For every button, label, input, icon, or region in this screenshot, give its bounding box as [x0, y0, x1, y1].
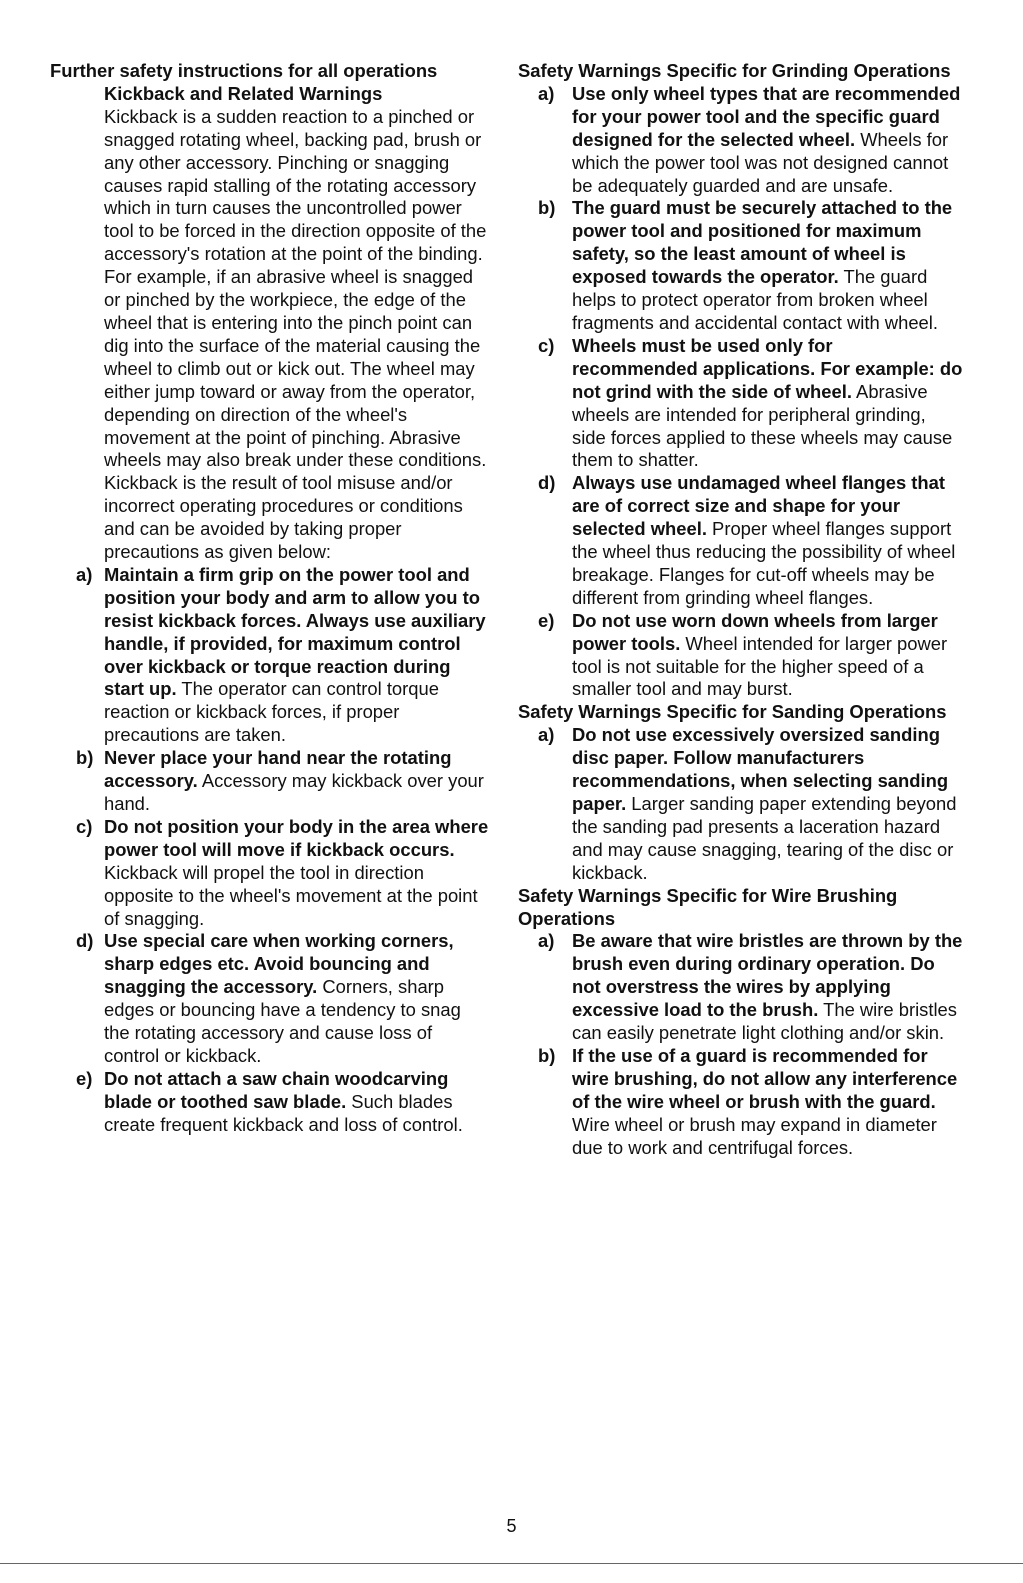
- item-bold-text: Do not attach a saw chain woodcarving blade or toothed saw blade.: [104, 1067, 449, 1112]
- bottom-rule: [0, 1563, 1023, 1564]
- list-item: [538, 1045, 963, 1160]
- item-plain-text: Corners, sharp edges or bouncing have a tendency to snag the rotating accessory and cause loss of control or kickback.: [104, 976, 461, 1066]
- right-column: [518, 60, 963, 1160]
- item-marker: b): [538, 1044, 556, 1066]
- item-bold-text: Maintain a firm grip on the power tool and position your body and arm to allow you to resist kickback forces. Always use auxiliary handle, if provided, for maximum control over kickback or torque reaction during start up.: [104, 563, 486, 700]
- item-plain-text: Proper wheel flanges support the wheel thus reducing the possibility of wheel breakage. Flanges for cut-off wheels may be different from grinding wheel flanges.: [572, 518, 956, 608]
- list-item: [538, 335, 963, 472]
- item-text: [572, 472, 963, 609]
- item-text: [104, 1068, 490, 1137]
- list-item: [538, 83, 963, 198]
- item-bold-text: Always use undamaged wheel flanges that are of correct size and shape for your selected wheel.: [572, 472, 946, 540]
- item-plain-text: Accessory may kickback over your hand.: [104, 770, 484, 814]
- list-item: [76, 564, 490, 747]
- item-bold-text: Wheels must be used only for recommended applications. For example: do not grind with the side of wheel.: [572, 334, 963, 402]
- item-text: [572, 83, 963, 198]
- item-marker: e): [76, 1067, 93, 1089]
- item-marker: d): [538, 472, 556, 494]
- item-plain-text: Wire wheel or brush may expand in diameter due to work and centrifugal forces.: [572, 1113, 937, 1158]
- example-paragraph: For example, if an abrasive wheel is snagged or pinched by the workpiece, the edge of the wheel that is entering into the pinch point can dig into the surface of the material causing the wheel to climb out or kick out. The wheel may either jump toward or away from the operator, depending on direction of the wheel's movement at the point of pinching. Abrasive wheels may also break under these conditions.: [104, 266, 487, 471]
- left-column: [50, 60, 490, 1137]
- item-plain-text: Larger sanding paper extending beyond the sanding pad presents a laceration hazard and may cause snagging, tearing of the disc or kickback.: [572, 793, 957, 883]
- item-text: [572, 335, 963, 472]
- list-item: [76, 816, 490, 931]
- item-marker: c): [538, 334, 555, 356]
- page-number: 5: [506, 1516, 517, 1536]
- item-bold-text: Do not use worn down wheels from larger power tools.: [572, 609, 938, 654]
- item-text: [104, 816, 490, 931]
- list-item: [76, 1068, 490, 1137]
- item-bold-text: Use special care when working corners, sharp edges etc. Avoid bouncing and snagging the accessory.: [104, 930, 454, 998]
- item-text: [104, 930, 490, 1067]
- item-marker: b): [76, 747, 94, 769]
- precaution-paragraph: Kickback is the result of tool misuse and/or incorrect operating procedures or conditions and can be avoided by taking proper precautions as given below:: [104, 472, 463, 563]
- item-plain-text: The wire bristles can easily penetrate light clothing and/or skin.: [572, 999, 957, 1044]
- item-plain-text: Wheels for which the power tool was not designed cannot be adequately guarded and are unsafe.: [572, 128, 949, 196]
- list-item: [538, 472, 963, 609]
- item-bold-text: Never place your hand near the rotating accessory.: [104, 747, 452, 792]
- list-item: [538, 610, 963, 702]
- list-item: [538, 930, 963, 1045]
- item-plain-text: The operator can control torque reaction or kickback forces, if proper precautions are taken.: [104, 678, 439, 746]
- item-plain-text: Such blades create frequent kickback and loss of control.: [104, 1090, 463, 1135]
- item-text: [572, 930, 963, 1045]
- kickback-paragraph: Kickback is a sudden reaction to a pinched or snagged rotating wheel, backing pad, brush or any other accessory. Pinching or snagging causes rapid stalling of the rotating accessory which in turn causes the uncontrolled power tool to be forced in the direction opposite of the accessory's rotation at the point of the binding.: [104, 105, 487, 265]
- grinding-heading: Safety Warnings Specific for Grinding Operations: [518, 60, 951, 81]
- item-marker: e): [538, 609, 555, 631]
- item-marker: a): [538, 724, 555, 746]
- item-bold-text: Use only wheel types that are recommended for your power tool and the specific guard designed for the selected wheel.: [572, 82, 961, 150]
- item-plain-text: Wheel intended for larger power tool is not suitable for the higher speed of a smaller tool and may burst.: [572, 632, 948, 700]
- item-marker: d): [76, 930, 94, 952]
- item-text: [572, 1045, 963, 1160]
- item-text: [572, 610, 963, 702]
- item-marker: c): [76, 815, 93, 837]
- list-item: [76, 930, 490, 1067]
- item-text: [572, 197, 963, 334]
- list-item: [538, 724, 963, 884]
- list-item: [538, 197, 963, 334]
- item-bold-text: Do not use excessively oversized sanding disc paper. Follow manufacturers recommendations, when selecting sanding paper.: [572, 724, 949, 814]
- item-text: [104, 747, 490, 816]
- item-marker: a): [538, 930, 555, 952]
- item-text: [104, 564, 490, 747]
- sanding-heading: Safety Warnings Specific for Sanding Operations: [518, 701, 947, 723]
- item-marker: a): [538, 82, 555, 104]
- kickback-subheading: Kickback and Related Warnings: [104, 82, 383, 104]
- item-text: [572, 724, 963, 884]
- item-bold-text: Do not position your body in the area where power tool will move if kickback occurs.: [104, 815, 489, 860]
- item-bold-text: Be aware that wire bristles are thrown by the brush even during ordinary operation. Do not overstress the wires by applying excessive load to the brush.: [572, 930, 963, 1021]
- item-bold-text: The guard must be securely attached to the power tool and positioned for maximum safety, so the least amount of wheel is exposed towards the operator.: [572, 197, 953, 288]
- item-bold-text: If the use of a guard is recommended for wire brushing, do not allow any interference of the wire wheel or brush with the guard.: [572, 1044, 958, 1112]
- item-plain-text: The guard helps to protect operator from broken wheel fragments and accidental contact with wheel.: [572, 266, 938, 333]
- wire-brushing-heading: Safety Warnings Specific for Wire Brushing Operations: [518, 884, 898, 929]
- item-marker: b): [538, 197, 556, 219]
- item-marker: a): [76, 563, 93, 585]
- list-item: [76, 747, 490, 816]
- item-plain-text: Kickback will propel the tool in direction opposite to the wheel's movement at the point of snagging.: [104, 861, 478, 929]
- item-plain-text: Abrasive wheels are intended for peripheral grinding, side forces applied to these wheels may cause them to shatter.: [572, 380, 953, 471]
- section-heading: Further safety instructions for all operations: [50, 60, 438, 81]
